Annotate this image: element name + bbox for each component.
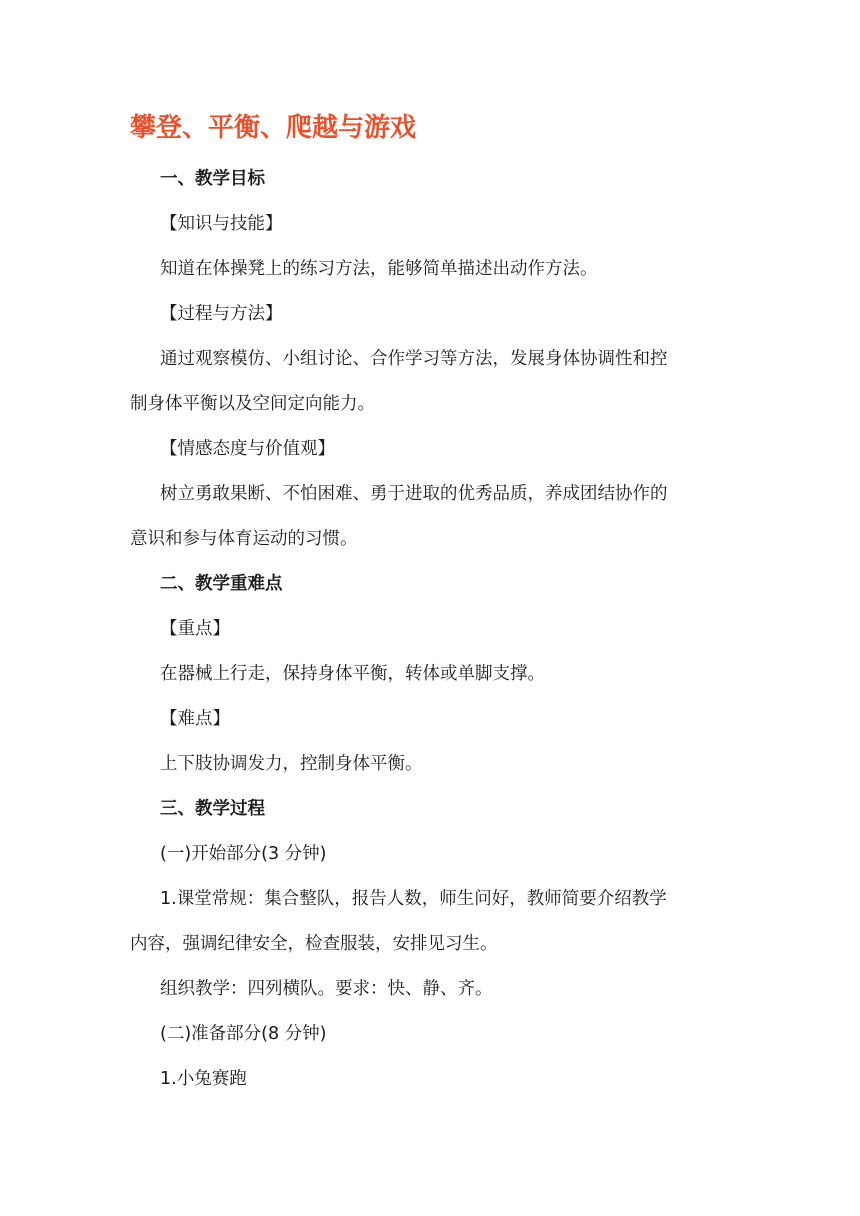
part1-title: (一)开始部分(3 分钟) xyxy=(160,844,327,864)
difficulty-text: 上下肢协调发力，控制身体平衡。 xyxy=(160,754,423,774)
part1-item1-line-2: 内容，强调纪律安全，检查服装，安排见习生。 xyxy=(130,934,498,954)
page-title: 攀登、平衡、爬越与游戏 xyxy=(130,113,417,143)
knowledge-text: 知道在体操凳上的练习方法，能够简单描述出动作方法。 xyxy=(160,259,598,279)
part2-title: (二)准备部分(8 分钟) xyxy=(160,1024,327,1044)
part1-organization: 组织教学：四列横队。要求：快、静、齐。 xyxy=(160,979,493,999)
process-text-line-2: 制身体平衡以及空间定向能力。 xyxy=(130,394,375,414)
emotion-text-line-1: 树立勇敢果断、不怕困难、勇于进取的优秀品质，养成团结协作的 xyxy=(160,484,668,504)
emotion-label: 【情感态度与价值观】 xyxy=(160,439,335,459)
process-label: 【过程与方法】 xyxy=(160,304,283,324)
knowledge-label: 【知识与技能】 xyxy=(160,214,283,234)
emotion-text-line-2: 意识和参与体育运动的习惯。 xyxy=(130,529,358,549)
part1-item1-line-1: 1.课堂常规：集合整队，报告人数，师生问好，教师简要介绍教学 xyxy=(160,889,667,909)
focus-text: 在器械上行走，保持身体平衡，转体或单脚支撑。 xyxy=(160,664,545,684)
section-heading-process: 三、教学过程 xyxy=(160,799,265,819)
difficulty-label: 【难点】 xyxy=(160,709,230,729)
focus-label: 【重点】 xyxy=(160,619,230,639)
section-heading-key-points: 二、教学重难点 xyxy=(160,574,283,594)
section-heading-objectives: 一、教学目标 xyxy=(160,169,265,189)
part2-item1: 1.小兔赛跑 xyxy=(160,1069,247,1089)
process-text-line-1: 通过观察模仿、小组讨论、合作学习等方法，发展身体协调性和控 xyxy=(160,349,668,369)
